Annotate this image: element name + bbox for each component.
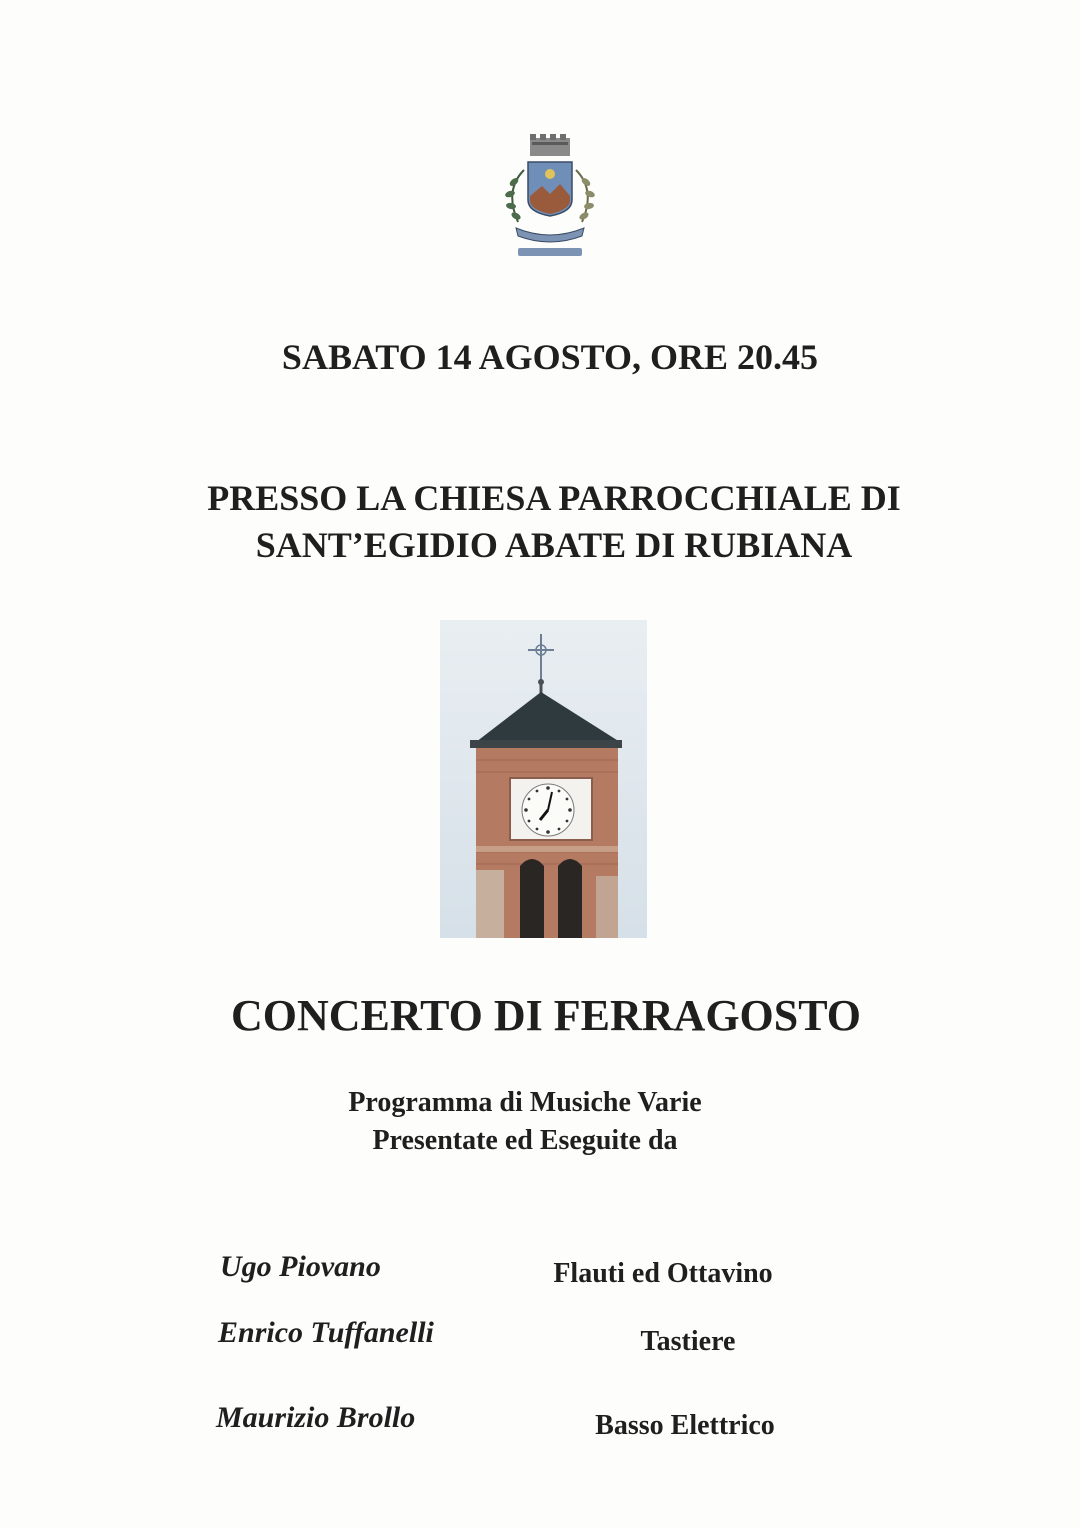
venue-line-2: SANT’EGIDIO ABATE DI RUBIANA [255,525,853,565]
performer-name: Ugo Piovano [220,1250,381,1283]
performer-name: Enrico Tuffanelli [218,1316,434,1349]
municipal-coat-of-arms-icon [490,130,610,265]
venue-line-1: PRESSO LA CHIESA PARROCCHIALE DI [207,478,901,518]
program-subtitle-2: Presentate ed Eseguite da [372,1125,678,1156]
performer-name: Maurizio Brollo [216,1401,416,1434]
concert-title: CONCERTO DI FERRAGOSTO [230,991,862,1040]
performer-instrument: Basso Elettrico [595,1410,775,1441]
performer-instrument: Tastiere [640,1326,736,1357]
event-date-time: SABATO 14 AGOSTO, ORE 20.45 [281,337,819,377]
bell-tower-photo [440,620,647,938]
performer-instrument: Flauti ed Ottavino [553,1258,773,1289]
program-subtitle-1: Programma di Musiche Varie [348,1087,702,1118]
